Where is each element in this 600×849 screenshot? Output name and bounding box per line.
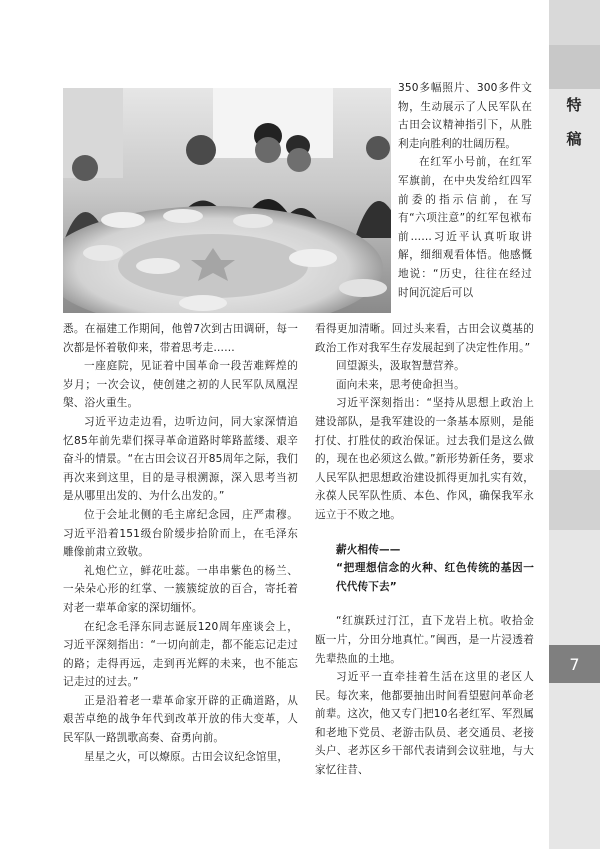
spacer: [315, 525, 534, 541]
page-number: 7: [549, 645, 600, 683]
article-column-right: [315, 320, 534, 780]
paragraph: 一座庭院，见证着中国革命一段苦难辉煌的岁月；一次会议，使创建之初的人民军队凤凰涅槃、浴火重生。: [63, 360, 298, 410]
paragraph: 位于会址北侧的毛主席纪念园，庄严肃穆。习近平沿着151级台阶缓步拾阶而上，在毛泽东雕像前肃立致敬。: [63, 508, 298, 559]
paragraph: 在红军小号前，在红军军旗前，在中央发给红四军前委的指示信前，在写有“六项注意”的红军包袱布前……习近平认真听取讲解，细细观看体悟。他感慨地说：“历史，往往在经过时间沉淀后可以: [398, 156, 532, 299]
paragraph: 350多幅照片、300多件文物，生动展示了人民军队在古田会议精神指引下，从胜利走向胜利的壮阔历程。: [398, 82, 532, 150]
section-subheading: “把理想信念的火种、红色传统的基因一代代传下去”: [336, 562, 534, 593]
side-tab-band: [549, 45, 600, 89]
paragraph: 回望源头，汲取智慧营养。: [336, 360, 465, 373]
paragraph: 悉。在福建工作期间，他曾7次到古田调研，每一次都是怀着敬仰来，带着思考走……: [63, 323, 298, 354]
paragraph: 礼炮伫立，鲜花吐蕊。一串串紫色的杨兰、一朵朵心形的红掌、一簇簇绽放的百合，寄托着对老一辈革命家的深切缅怀。: [63, 564, 298, 614]
article-column-right-top: [398, 79, 532, 302]
paragraph: 面向未来，思考使命担当。: [336, 378, 465, 391]
section-label: 特 稿: [566, 96, 582, 148]
paragraph: 习近平深刻指出：“坚持从思想上政治上建设部队，是我军建设的一条基本原则，是能打仗、打胜仗的政治保证。过去我们是这么做的，现在也必须这么做。”新形势新任务，要求人民军队把思想政治建设抓得更加扎实有效，永葆人民军队性质、本色、作风，确保我军永远立于不败之地。: [315, 397, 534, 521]
paragraph: 正是沿着老一辈革命家开辟的正确道路，从艰苦卓绝的战争年代到改革开放的伟大变革，人民军队一路凯歌高奏、奋勇向前。: [63, 694, 298, 745]
paragraph: 习近平一直牵挂着生活在这里的老区人民。每次来，他都要抽出时间看望慰问革命老前辈。这次，他又专门把10名老红军、军烈属和老地下党员、老游击队员、老交通员、老接头户、老苏区乡干部代表请到会议驻地，与大家忆往昔、: [315, 671, 534, 777]
side-tab-band-lower: [549, 470, 600, 530]
paragraph: 在纪念毛泽东同志诞辰120周年座谈会上，习近平深刻指出：“一切向前走，都不能忘记走过的路；走得再远，走到再光辉的未来，也不能忘记走过的过去。”: [63, 620, 298, 689]
meeting-photo: [63, 88, 391, 313]
paragraph: 习近平边走边看，边听边问，同大家深情追忆85年前先辈们探寻革命道路时筚路蓝缕、艰辛奋斗的情景。“在古田会议召开85周年之际，我们再次来到这里，目的是寻根溯源，深入思考当初是从哪里出发的、为什么出发的。”: [63, 415, 298, 503]
section-heading: 薪火相传——: [336, 543, 401, 556]
spacer: [315, 596, 534, 612]
article-column-left: [63, 320, 298, 766]
paragraph: 星星之火，可以燎原。古田会议纪念馆里，: [84, 750, 289, 763]
paragraph: “红旗跃过汀江，直下龙岩上杭。收拾金瓯一片，分田分地真忙。”闽西，是一片浸透着先辈热血的土地。: [315, 615, 534, 665]
paragraph: 看得更加清晰。回过头来看，古田会议奠基的政治工作对我军生存发展起到了决定性作用。”: [315, 323, 534, 354]
